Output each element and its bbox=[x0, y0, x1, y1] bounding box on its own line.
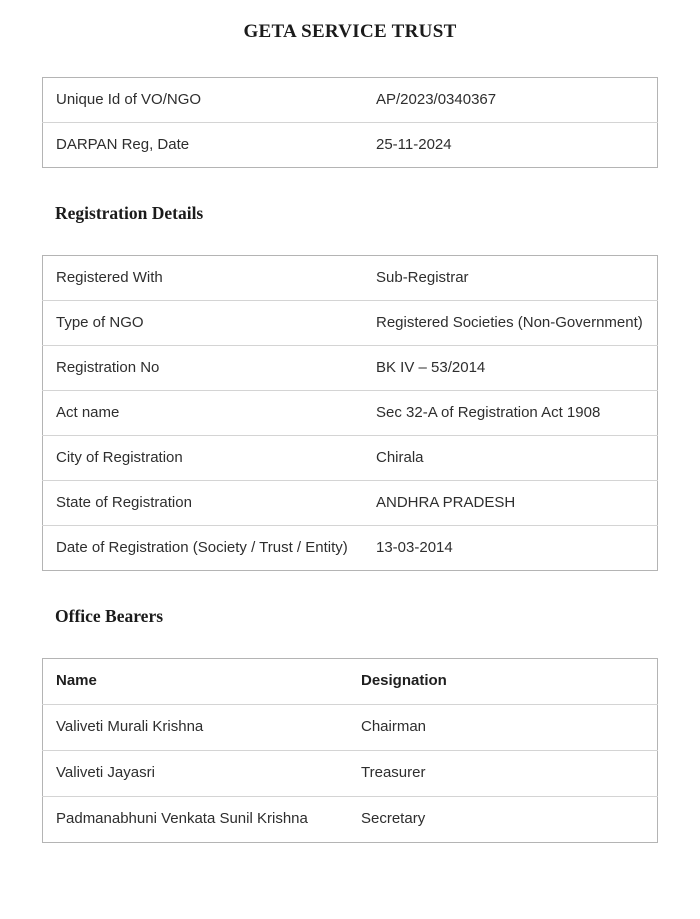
field-value: Registered Societies (Non-Government) bbox=[376, 301, 658, 346]
row-state-of-registration bbox=[43, 481, 658, 526]
field-value: BK IV – 53/2014 bbox=[376, 346, 658, 391]
row-city-of-registration bbox=[43, 436, 658, 481]
field-label: City of Registration bbox=[43, 436, 377, 481]
row-registered-with bbox=[43, 256, 658, 301]
row-darpan-reg-date bbox=[43, 123, 658, 168]
row-unique-id bbox=[43, 78, 658, 123]
field-value: Sub-Registrar bbox=[376, 269, 469, 286]
field-label: Date of Registration (Society / Trust / Entity) bbox=[43, 526, 377, 571]
bearer-designation: Treasurer bbox=[361, 751, 658, 797]
section-heading-office-bearers: Office Bearers bbox=[55, 606, 164, 626]
bearer-designation: Chairman bbox=[361, 718, 427, 735]
bearer-name: Valiveti Jayasri bbox=[43, 751, 362, 797]
office-bearer-row bbox=[43, 705, 658, 751]
field-label: Registered With bbox=[56, 269, 163, 286]
field-value: 13-03-2014 bbox=[376, 526, 658, 571]
field-value: Sec 32-A of Registration Act 1908 bbox=[376, 391, 658, 436]
column-header-name: Name bbox=[43, 659, 362, 705]
registration-details-table bbox=[42, 255, 658, 571]
field-value: AP/2023/0340367 bbox=[376, 91, 497, 108]
row-act-name bbox=[43, 391, 658, 436]
column-header-designation: Designation bbox=[361, 659, 658, 705]
field-value: Chirala bbox=[376, 436, 658, 481]
field-value: ANDHRA PRADESH bbox=[376, 481, 658, 526]
field-label: State of Registration bbox=[43, 481, 377, 526]
document-page bbox=[0, 19, 700, 919]
ngo-summary-table bbox=[42, 77, 658, 168]
row-date-of-registration bbox=[43, 526, 658, 571]
field-label: Unique Id of VO/NGO bbox=[56, 91, 202, 108]
office-bearers-header-row bbox=[43, 659, 658, 705]
section-heading-registration-details: Registration Details bbox=[55, 203, 204, 223]
field-value: 25-11-2024 bbox=[376, 123, 658, 168]
office-bearers-table bbox=[42, 658, 658, 843]
field-label: Type of NGO bbox=[43, 301, 377, 346]
bearer-name: Valiveti Murali Krishna bbox=[56, 718, 204, 735]
row-registration-no bbox=[43, 346, 658, 391]
bearer-designation: Secretary bbox=[361, 797, 658, 843]
office-bearer-row bbox=[43, 751, 658, 797]
bearer-name: Padmanabhuni Venkata Sunil Krishna bbox=[43, 797, 362, 843]
row-type-of-ngo bbox=[43, 301, 658, 346]
field-label: Registration No bbox=[43, 346, 377, 391]
office-bearer-row bbox=[43, 797, 658, 843]
page-title: GETA SERVICE TRUST bbox=[243, 21, 457, 42]
field-label: DARPAN Reg, Date bbox=[43, 123, 377, 168]
field-label: Act name bbox=[43, 391, 377, 436]
